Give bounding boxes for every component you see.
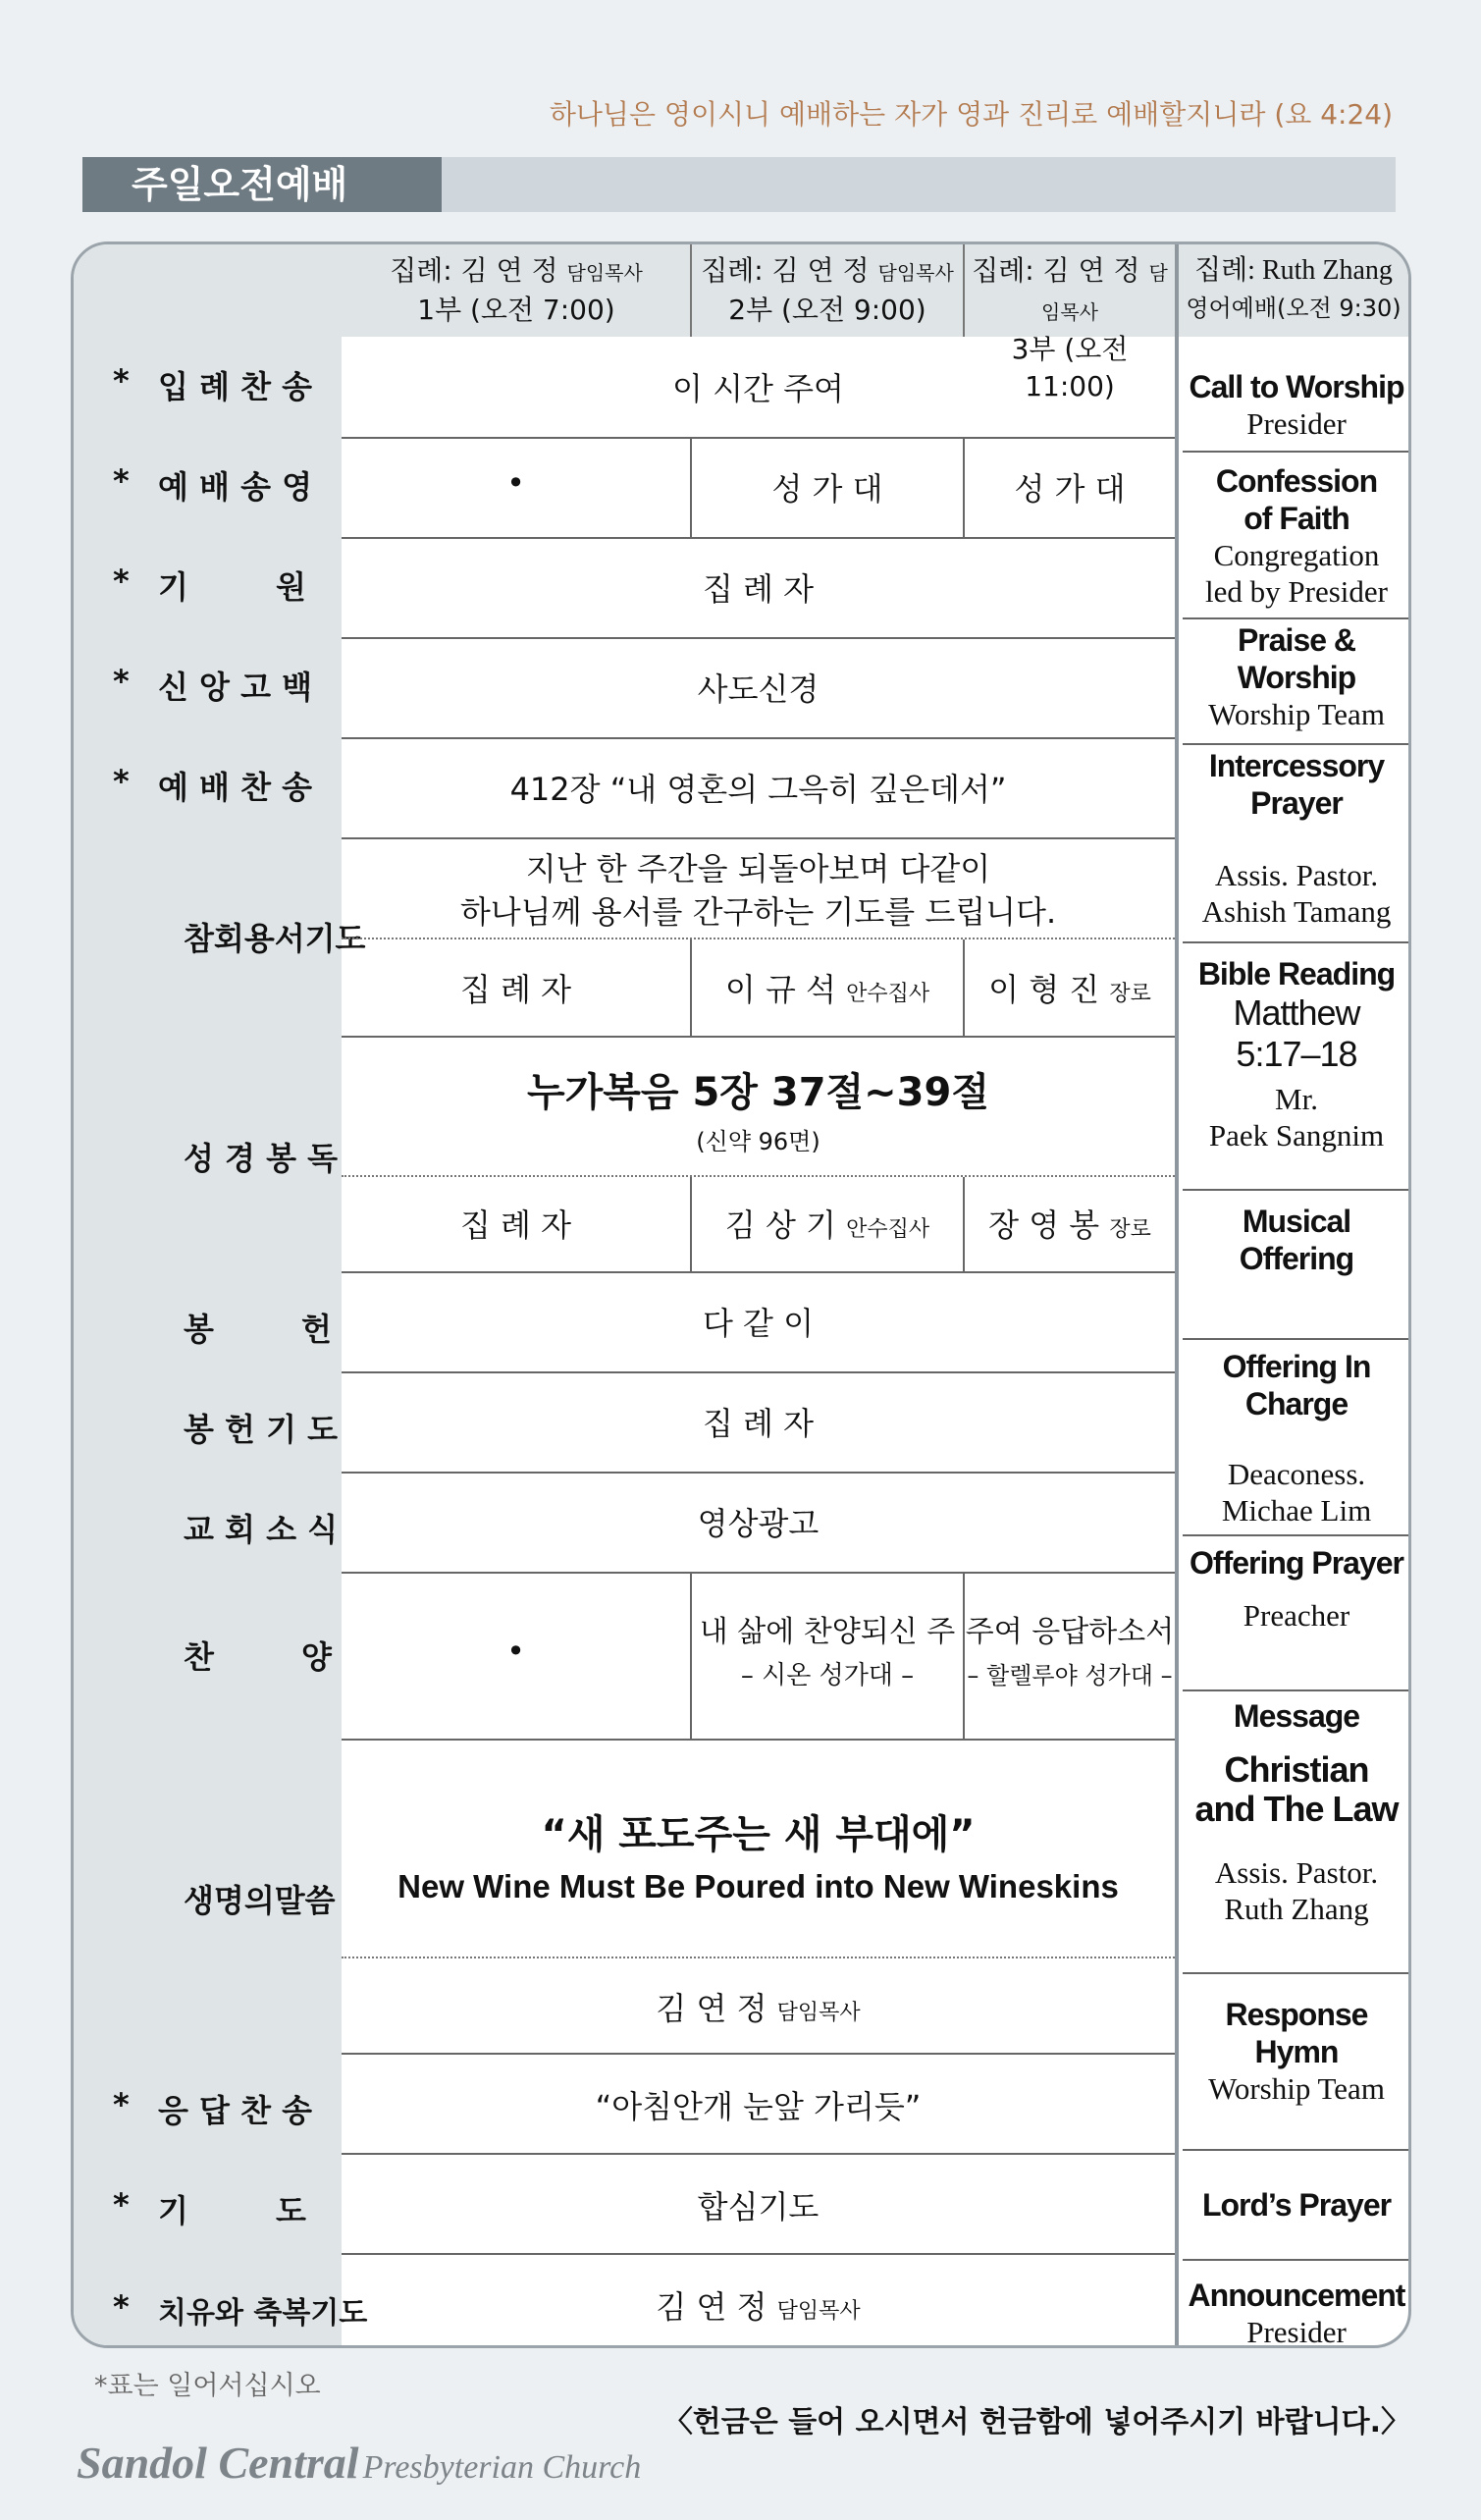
doxology-cell-2: 성 가 대 <box>771 470 883 508</box>
invocation-cell: 집 례 자 <box>702 570 815 608</box>
confession-leader-2: 이 규 석 안수집사 <box>724 971 930 1008</box>
scripture-reader-3: 장 영 봉 장로 <box>988 1206 1151 1244</box>
label-doxology: 예 배 송 영 <box>158 468 313 506</box>
offering-prayer-cell: 집 례 자 <box>702 1405 815 1442</box>
sermon-title-korean: “새 포도주는 새 부대에” <box>541 1812 976 1857</box>
doxology-cell-3: 성 가 대 <box>1014 470 1126 508</box>
english-musical-offering: Musical Offering <box>1239 1204 1354 1276</box>
english-call-to-worship: Call to Worship Presider <box>1189 369 1404 441</box>
label-confession-prayer: 참회용서기도 <box>184 920 366 957</box>
confession-leader-3: 이 형 진 장로 <box>988 971 1151 1008</box>
english-confession-of-faith: Confession of Faith Congregation led by Presider <box>1205 463 1388 609</box>
praise-cell-3: 주여 응답하소서 – 할렐루야 성가대 – <box>965 1615 1175 1689</box>
offering-note: 〈헌금은 들어 오시면서 헌금함에 넣어주시기 바랍니다.〉 <box>662 2405 1410 2440</box>
confession-leader-1: 집 례 자 <box>459 971 572 1008</box>
praise-cell-1: • <box>506 1633 525 1670</box>
label-entrance-hymn: 입 례 찬 송 <box>158 368 313 405</box>
praise-cell-2: 내 삶에 찬양되신 주 – 시온 성가대 – <box>699 1615 956 1690</box>
label-creed: 신 앙 고 백 <box>158 669 313 706</box>
scripture-passage: 누가복음 5장 37절~39절 <box>526 1070 989 1115</box>
standing-note: *표는 일어서십시오 <box>94 2371 321 2401</box>
section-title: 주일오전예배 <box>82 157 442 212</box>
english-response-hymn: Response Hymn Worship Team <box>1208 1997 1385 2106</box>
service-2-header: 집례: 김 연 정 담임목사 2부 (오전 9:00) <box>701 254 954 326</box>
offering-cell: 다 같 이 <box>702 1305 815 1342</box>
response-hymn-cell: “아침안개 눈앞 가리듯” <box>595 2088 922 2125</box>
doxology-cell-1: • <box>506 464 525 502</box>
scripture-reader-2: 김 상 기 안수집사 <box>724 1206 930 1244</box>
label-response-hymn: 응 답 찬 송 <box>158 2092 313 2129</box>
scripture-reader-1: 집 례 자 <box>459 1206 572 1244</box>
entrance-hymn-cell: 이 시간 주여 <box>672 370 844 407</box>
english-praise-worship: Praise & Worship Worship Team <box>1208 622 1385 731</box>
worship-hymn-cell: 412장 “내 영혼의 그윽히 깊은데서” <box>509 771 1007 808</box>
service-1-header: 집례: 김 연 정 담임목사 1부 (오전 7:00) <box>390 254 643 326</box>
scripture-page: (신약 96면) <box>696 1128 820 1155</box>
order-of-service-table: 집례: 김 연 정 담임목사 1부 (오전 7:00) 집례: 김 연 정 담임목사 2부 (오전 9:00) 집례: 김 연 정 담임목사 3부 (오전 11:00) 집례: Ruth Zhang 영어예배(오전 9:30) * 입 례 찬 송 * 예 배 송 영 * 기 원 * 신 앙 고 백 * 예 배 찬 송 참회용서기도 성 경 봉 독 봉 헌 봉 헌 기 도 교 회 소 식 찬 양 생명의말씀 * 응 답 찬 송 * 기 도 * 치유와 축복기도 이 시간 주여 • 성 가 대 성 가 대 집 례 자 사도신경 412장 “내 영혼의 그윽히 깊은데서” 지난 한 주간을 되돌아보며 다같이 하나님께 용서를 간구하는 기도를 드립니다. 집 례 자 이 규 석 안수집사 이 형 진 장로 누가복음 5장 37절~39절 (신약 96면) 집 례 자 김 상 기 안수집사 장 영 봉 장로 다 같 이 집 례 자 영상광고 • 내 삶에 찬양되신 주 – 시온 성가대 – 주여 응답하소서 – 할렐루야 성가대 – “새 포도주는 새 부대에” New Wine Must Be Poured into New Wineskins 김 연 정 담임목사 “아침안개 눈앞 가리듯” 합심기도 김 연 정 담임목사 Call to Worship Presider Confession of Faith Congregation led by Presider Praise & Worship Worship Team Intercessory Prayer Assis. Pastor. Ashish Tamang Bible Reading Matthew 5:17–18 Mr. Paek Sangnim Musical Offering Offering In Charge Deaconess. Michae Lim Offering Prayer Preacher Message Christian and The Law Assis. Pastor. Ruth Zhang Response Hymn Worship Team Lord’s Prayer Announcement Presider <box>71 241 1411 2348</box>
english-offering-in-charge: Offering In Charge Deaconess. Michae Lim <box>1221 1349 1372 1528</box>
english-message: Message Christian and The Law Assis. Pastor. Ruth Zhang <box>1194 1698 1399 1926</box>
service-3-header: 집례: 김 연 정 담임목사 3부 (오전 11:00) <box>972 254 1168 402</box>
creed-cell: 사도신경 <box>697 670 820 708</box>
label-worship-hymn: 예 배 찬 송 <box>158 769 313 806</box>
blessing-prayer-cell: 김 연 정 담임목사 <box>656 2288 861 2326</box>
announcements-cell: 영상광고 <box>697 1505 820 1542</box>
label-announcements: 교 회 소 식 <box>184 1511 339 1548</box>
column-divider <box>1175 244 1179 2348</box>
english-lords-prayer: Lord’s Prayer <box>1201 2187 1392 2223</box>
church-name: Sandol Central Presbyterian Church <box>77 2438 642 2488</box>
label-invocation: 기 원 <box>158 568 306 606</box>
label-healing-blessing-prayer: 치유와 축복기도 <box>158 2296 368 2331</box>
label-praise: 찬 양 <box>184 1638 332 1676</box>
english-offering-prayer: Offering Prayer Preacher <box>1190 1545 1403 1633</box>
english-announcement: Announcement Presider <box>1188 2278 1405 2348</box>
label-sermon: 생명의말씀 <box>184 1882 336 1919</box>
sermon-preacher: 김 연 정 담임목사 <box>656 1990 861 2027</box>
english-bible-reading: Bible Reading Matthew 5:17–18 Mr. Paek Sangnim <box>1197 956 1396 1153</box>
scripture-verse: 하나님은 영이시니 예배하는 자가 영과 진리로 예배할지니라 (요 4:24) <box>549 98 1393 131</box>
label-offering: 봉 헌 <box>184 1311 332 1348</box>
sermon-title-english: New Wine Must Be Poured into New Wineskins <box>397 1868 1119 1904</box>
english-service-header: 집례: Ruth Zhang 영어예배(오전 9:30) <box>1186 255 1402 322</box>
label-prayer: 기 도 <box>158 2192 306 2229</box>
confession-prayer-text: 지난 한 주간을 되돌아보며 다같이 하나님께 용서를 간구하는 기도를 드립니다. <box>459 850 1057 931</box>
label-scripture-reading: 성 경 봉 독 <box>184 1140 339 1177</box>
label-offering-prayer: 봉 헌 기 도 <box>184 1411 339 1448</box>
english-intercessory-prayer: Intercessory Prayer Assis. Pastor. Ashish Tamang <box>1201 748 1392 929</box>
prayer-cell: 합심기도 <box>697 2188 820 2225</box>
